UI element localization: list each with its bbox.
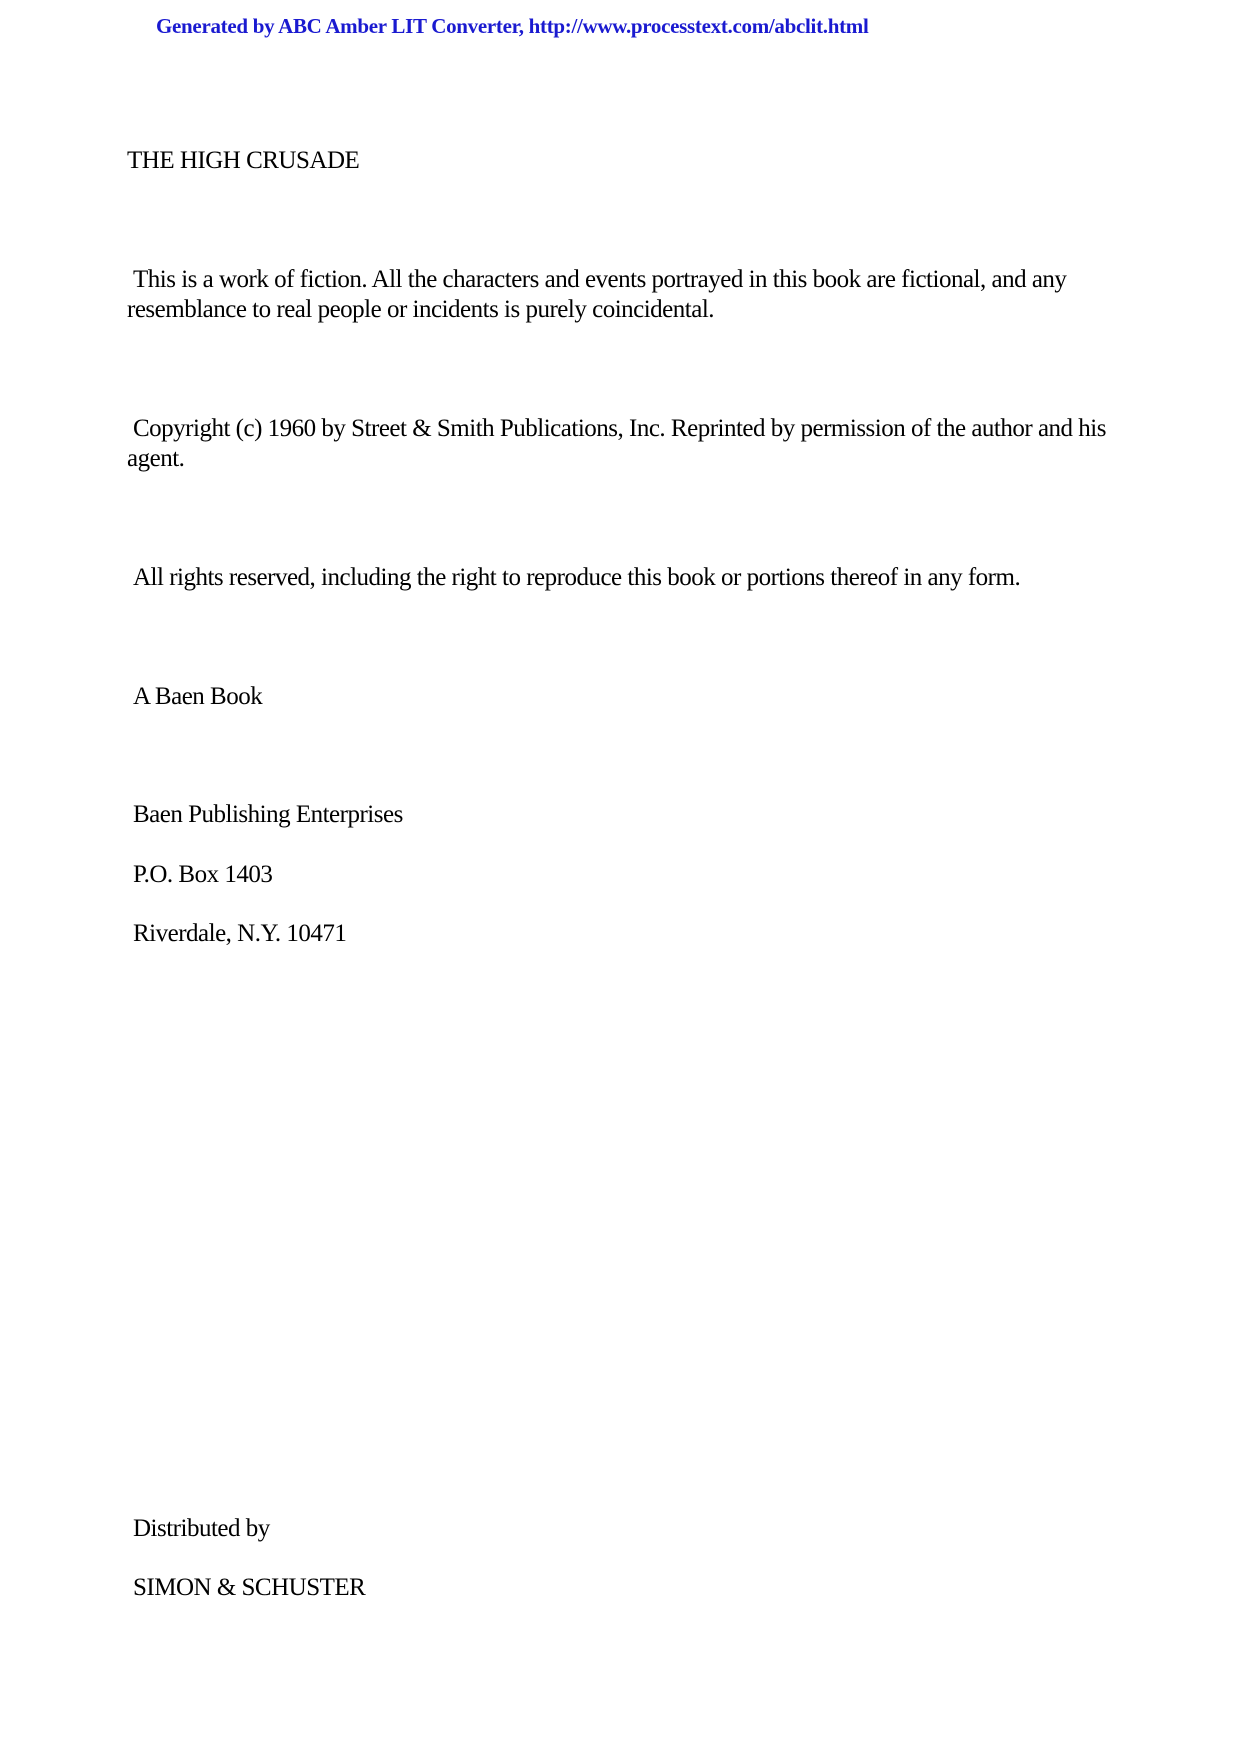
distributed-by-label: Distributed by bbox=[133, 1515, 270, 1542]
book-title: THE HIGH CRUSADE bbox=[127, 147, 360, 174]
publisher-po-box: P.O. Box 1403 bbox=[133, 861, 273, 888]
distributor-name: SIMON & SCHUSTER bbox=[133, 1574, 366, 1601]
copyright-notice: Copyright (c) 1960 by Street & Smith Publications, Inc. Reprinted by permission of the author and his agent. bbox=[127, 415, 1106, 472]
fiction-notice: This is a work of fiction. All the characters and events portrayed in this book are fictional, and any resemblance to real people or incidents is purely coincidental. bbox=[127, 266, 1067, 323]
publisher-name: Baen Publishing Enterprises bbox=[133, 801, 403, 828]
rights-notice: All rights reserved, including the right to reproduce this book or portions thereof in any form. bbox=[133, 564, 1021, 591]
publisher-city: Riverdale, N.Y. 10471 bbox=[133, 920, 347, 947]
generator-link[interactable]: Generated by ABC Amber LIT Converter, http://www.processtext.com/abclit.html bbox=[156, 14, 869, 38]
imprint-line: A Baen Book bbox=[133, 683, 263, 710]
